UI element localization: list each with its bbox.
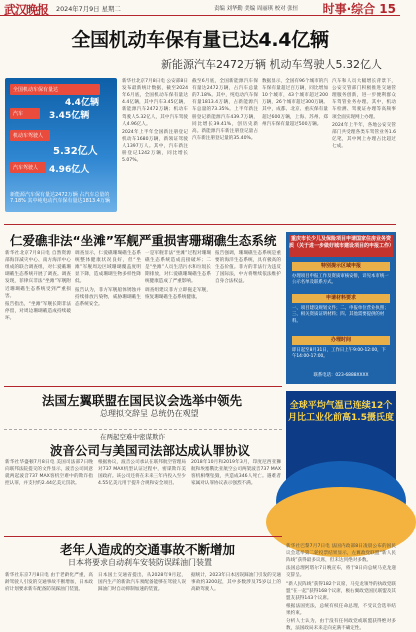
france-column-1 <box>286 543 396 632</box>
paragraph: 新华社东京7月8日电 由于老龄化严重，高龄驾驶人引发的交通事故不断增加，日本政府计划要求新车配备防误踩油门装置。 <box>5 573 93 593</box>
stat-label: 机动车驾驶人 <box>10 130 50 141</box>
notice-text: 即日起至8月31日，工作日上午9:00-12:00，下午14:00-17:00。 <box>292 348 386 360</box>
boeing-column-1 <box>5 459 93 533</box>
paragraph: 日本国土交通省提出，从2028年9月起，国内生产的新款汽车须配备能够在驾驶人误踩油门时自动抑制加速的装置。 <box>98 573 186 593</box>
story-headline-boeing[interactable]: 波音公司与美国司法部达成认罪协议 <box>50 443 251 458</box>
masthead <box>0 0 400 16</box>
paragraph: 法国总理阿塔尔7日晚宣布，将于8日向总统马克龙递交辞呈。 <box>286 566 396 579</box>
stat-value: 4.4亿辆 <box>65 98 99 108</box>
section-divider <box>4 224 396 225</box>
issue-date: 2024年7月9日 星期二 <box>56 5 121 13</box>
story-kicker-boeing: 在两起空难中密谋欺诈 <box>100 433 165 441</box>
story-headline-japan[interactable]: 老年人造成的交通事故不断增加 <box>60 542 236 557</box>
lead-column-3 <box>262 78 328 218</box>
climate-headline: 全球平均气温已连续12个月比工业化前高1.5摄氏度 <box>288 401 394 423</box>
paragraph: 调查组建议菲方立即拖走军舰，恢复珊瑚礁生态系统健康。 <box>145 287 211 300</box>
newspaper-logo: 武汉晚报 <box>4 3 49 17</box>
notice-band: 特别提示区域申报 <box>292 262 390 271</box>
notice-text: 办理项目申报工作及资质审核安排，详见本市统一公示名单及联系方式。 <box>292 274 389 286</box>
stat-value: 3.45亿辆 <box>49 111 90 121</box>
japan-column-2 <box>98 572 186 624</box>
vehicle-stats-infographic <box>5 78 117 212</box>
paragraph: 报告强调，珊瑚礁生态系统是重要的海洋生态系统，具有极高的生态价值。菲方的非法行为违反了国际法，中方将继续依法维护自身合法权益。 <box>215 251 281 285</box>
lead-subheadline: 新能源汽车2472万辆 机动车驾驶人5.32亿人 <box>161 58 382 71</box>
climate-graphic <box>286 391 396 539</box>
section-divider <box>4 536 282 537</box>
stat-label: 汽车驾驶人 <box>10 162 46 173</box>
japan-column-3 <box>191 572 281 624</box>
lead-column-4 <box>332 78 396 218</box>
reef-column-4 <box>215 250 281 380</box>
story-subheadline-france: 总理拟交辞呈 总统仍在观望 <box>100 409 199 418</box>
notice-band: 申请材料要求 <box>292 294 390 303</box>
story-headline-reef[interactable]: 仁爱礁非法“坐滩”军舰严重损害珊瑚礁生态系统 <box>10 233 277 248</box>
boeing-column-3 <box>191 459 281 533</box>
paragraph: 一是军舰非法“坐滩”过程对珊瑚礁生态系统造成直接破坏；二是“坐滩”人员生活污水和垃圾长期排放，对仁爱礁珊瑚礁生态系统健康造成了严重影响。 <box>145 251 211 285</box>
paragraph: 报告指出，“坐滩”军舰长期非法停留，对周边珊瑚礁造成持续破坏。 <box>5 301 71 321</box>
section-divider <box>4 386 282 387</box>
paragraph: 2024年上半年，各地公安交管部门共受理各类车驾管业务1.6亿笔，其中网上办理占比超过七成。 <box>332 122 396 149</box>
notice-heading: 重庆市长少儿及保险项目申请国家住房业务资质（关于进一步做好城市建设项目的申报工作） <box>289 235 393 257</box>
reef-column-1 <box>5 250 71 380</box>
paragraph: 截至6月底，全国新能源汽车保有量达2472万辆，占汽车总量的7.18%。其中，纯电动汽车保有量1813.4万辆，占新能源汽车总量的73.35%。上半年新注册登记新能源汽车439.7万辆，同比增长39.41%，创历史新高。新能源汽车新注册登记量占汽车新注册登记量的35.40%。 <box>192 79 258 141</box>
paragraph: 根据法国宪法，总统有权任命总理，不受议会选举结果约束。 <box>286 603 396 616</box>
paragraph: 新华社北京7月8日电 公安部8日发布最新统计数据，截至2024年6月底，全国机动车保有量达4.4亿辆，其中汽车3.45亿辆，新能源汽车2472万辆；机动车驾驶人5.32亿人，其中汽车驾驶人4.96亿人。 <box>122 79 188 127</box>
lead-column-1 <box>122 78 188 218</box>
story-subheadline-japan: 日本将要求自动刹车安装防误踩油门装置 <box>68 558 212 567</box>
paragraph: 新华社北京7月8日电 自然资源部海洋减灾中心、南方海洋中心组成的联合调查组，对仁爱礁珊瑚礁生态系统开展了调查。调查发现，菲律宾非法“坐滩”军舰附近珊瑚礁生态系统受到严重损害。 <box>5 251 71 299</box>
paragraph: 新华社巴黎7月7日电 法国内政部8日凌晨公布的国民议会选举第二轮投票结果显示，左翼政党联盟“新人民阵线”获得最多议席，但未达到绝对多数。 <box>286 544 396 564</box>
paragraph: 汽车和人员大幅增长背景下，公安交管部门积极推进交通管理服务创新，进一步便利群众车驾管业务办理。其中，机动车检测、驾驶证办理等高频事项全面实现网上办理。 <box>332 79 396 120</box>
paragraph: “新人民阵线”获得182个议席，马克龙领导的执政党联盟“在一起”获得168个议席，极右翼政党国民联盟及其盟友获得143个议席。 <box>286 581 396 601</box>
stat-value: 4.96亿人 <box>49 165 90 175</box>
paragraph: 2018年10月和2019年3月，印度尼西亚狮航和埃塞俄比亚航空公司两架波音737 MAX客机相继坠毁，共造成346人死亡。遇难者家属对认罪协议表示强烈不满。 <box>191 460 281 487</box>
paragraph: 调查显示，仁爱礁珊瑚礁生态系统整体健康状况良好，但“坐滩”军舰周边区域珊瑚覆盖度明显下降，造成珊瑚生物多样性降低。 <box>75 251 141 285</box>
paragraph: 据统计，2023年日本因误踩油门引发的交通事故约3200起，其中多数涉及75岁以上的高龄驾驶人。 <box>191 573 281 593</box>
paragraph: 2024年上半年全国新注册登记机动车1680万辆，新领证驾驶人1397万人。其中，汽车新注册登记1242万辆，同比增长5.07%。 <box>122 129 188 164</box>
paragraph: 新华社华盛顿7月8日电 美国司法部7日晚向联邦法院提交的文件显示，波音公司同意就两起波音737 MAX客机空难中的欺诈指控认罪，并支付约2.44亿美元罚款。 <box>5 460 93 487</box>
japan-column-1 <box>5 572 93 624</box>
reef-column-3 <box>145 250 211 380</box>
notice-text: 一、项目建设规划文件；二、申报单位营业执照；三、相关资质证明材料；四、其他需要提供的材料。 <box>292 306 389 324</box>
notice-band: 办理时间 <box>292 336 390 345</box>
lead-column-2 <box>192 78 258 218</box>
stat-value: 5.32亿人 <box>53 146 98 157</box>
paragraph: 数据显示，全国有96个城市的汽车保有量超过百万辆，同比增加10个城市，43个城市超过200万辆，26个城市超过300万辆。其中，成都、北京、重庆保有量超过600万辆，上海、苏州、郑州汽车保有量超过500万辆。 <box>262 79 328 127</box>
story-headline-france[interactable]: 法国左翼联盟在国民议会选举中领先 <box>42 393 243 408</box>
stat-label: 汽车 <box>10 108 40 119</box>
dashed-divider <box>4 429 282 430</box>
lead-headline[interactable]: 全国机动车保有量已达4.4亿辆 <box>71 29 329 51</box>
boeing-column-2 <box>98 459 186 533</box>
infographic-footnote: 新能源汽车保有量达2472万辆 占汽车总量的7.18% 其中纯电动汽车保有量达1813.4万辆 <box>10 192 110 205</box>
paragraph: 分析人士认为，由于没有任何政党或联盟获得绝对多数，法国政局未来走向充满不确定性。 <box>286 619 396 632</box>
editor-credits: 责编 刘华勤 美编 周丽琪 校对 张恒 <box>214 6 299 12</box>
public-notice-advertisement[interactable] <box>286 232 396 384</box>
stat-label: 全国机动车保有量达 <box>10 84 100 95</box>
paragraph: 报告认为，菲方军舰船体锈蚀并持续排放污染物，威胁珊瑚礁生态系统安全。 <box>75 287 141 307</box>
notice-contact: 联系电话：023-6888XXXX <box>313 373 369 378</box>
reef-column-2 <box>75 250 141 380</box>
section-title: 时事·综合 15 <box>322 2 396 16</box>
paragraph: 根据协议，波音公司承认在联邦航空管理局对737 MAX机型认证过程中，密谋欺诈美国政府。该公司还将在未来三年内投入至少4.55亿美元用于提升合规和安全项目。 <box>98 460 186 487</box>
